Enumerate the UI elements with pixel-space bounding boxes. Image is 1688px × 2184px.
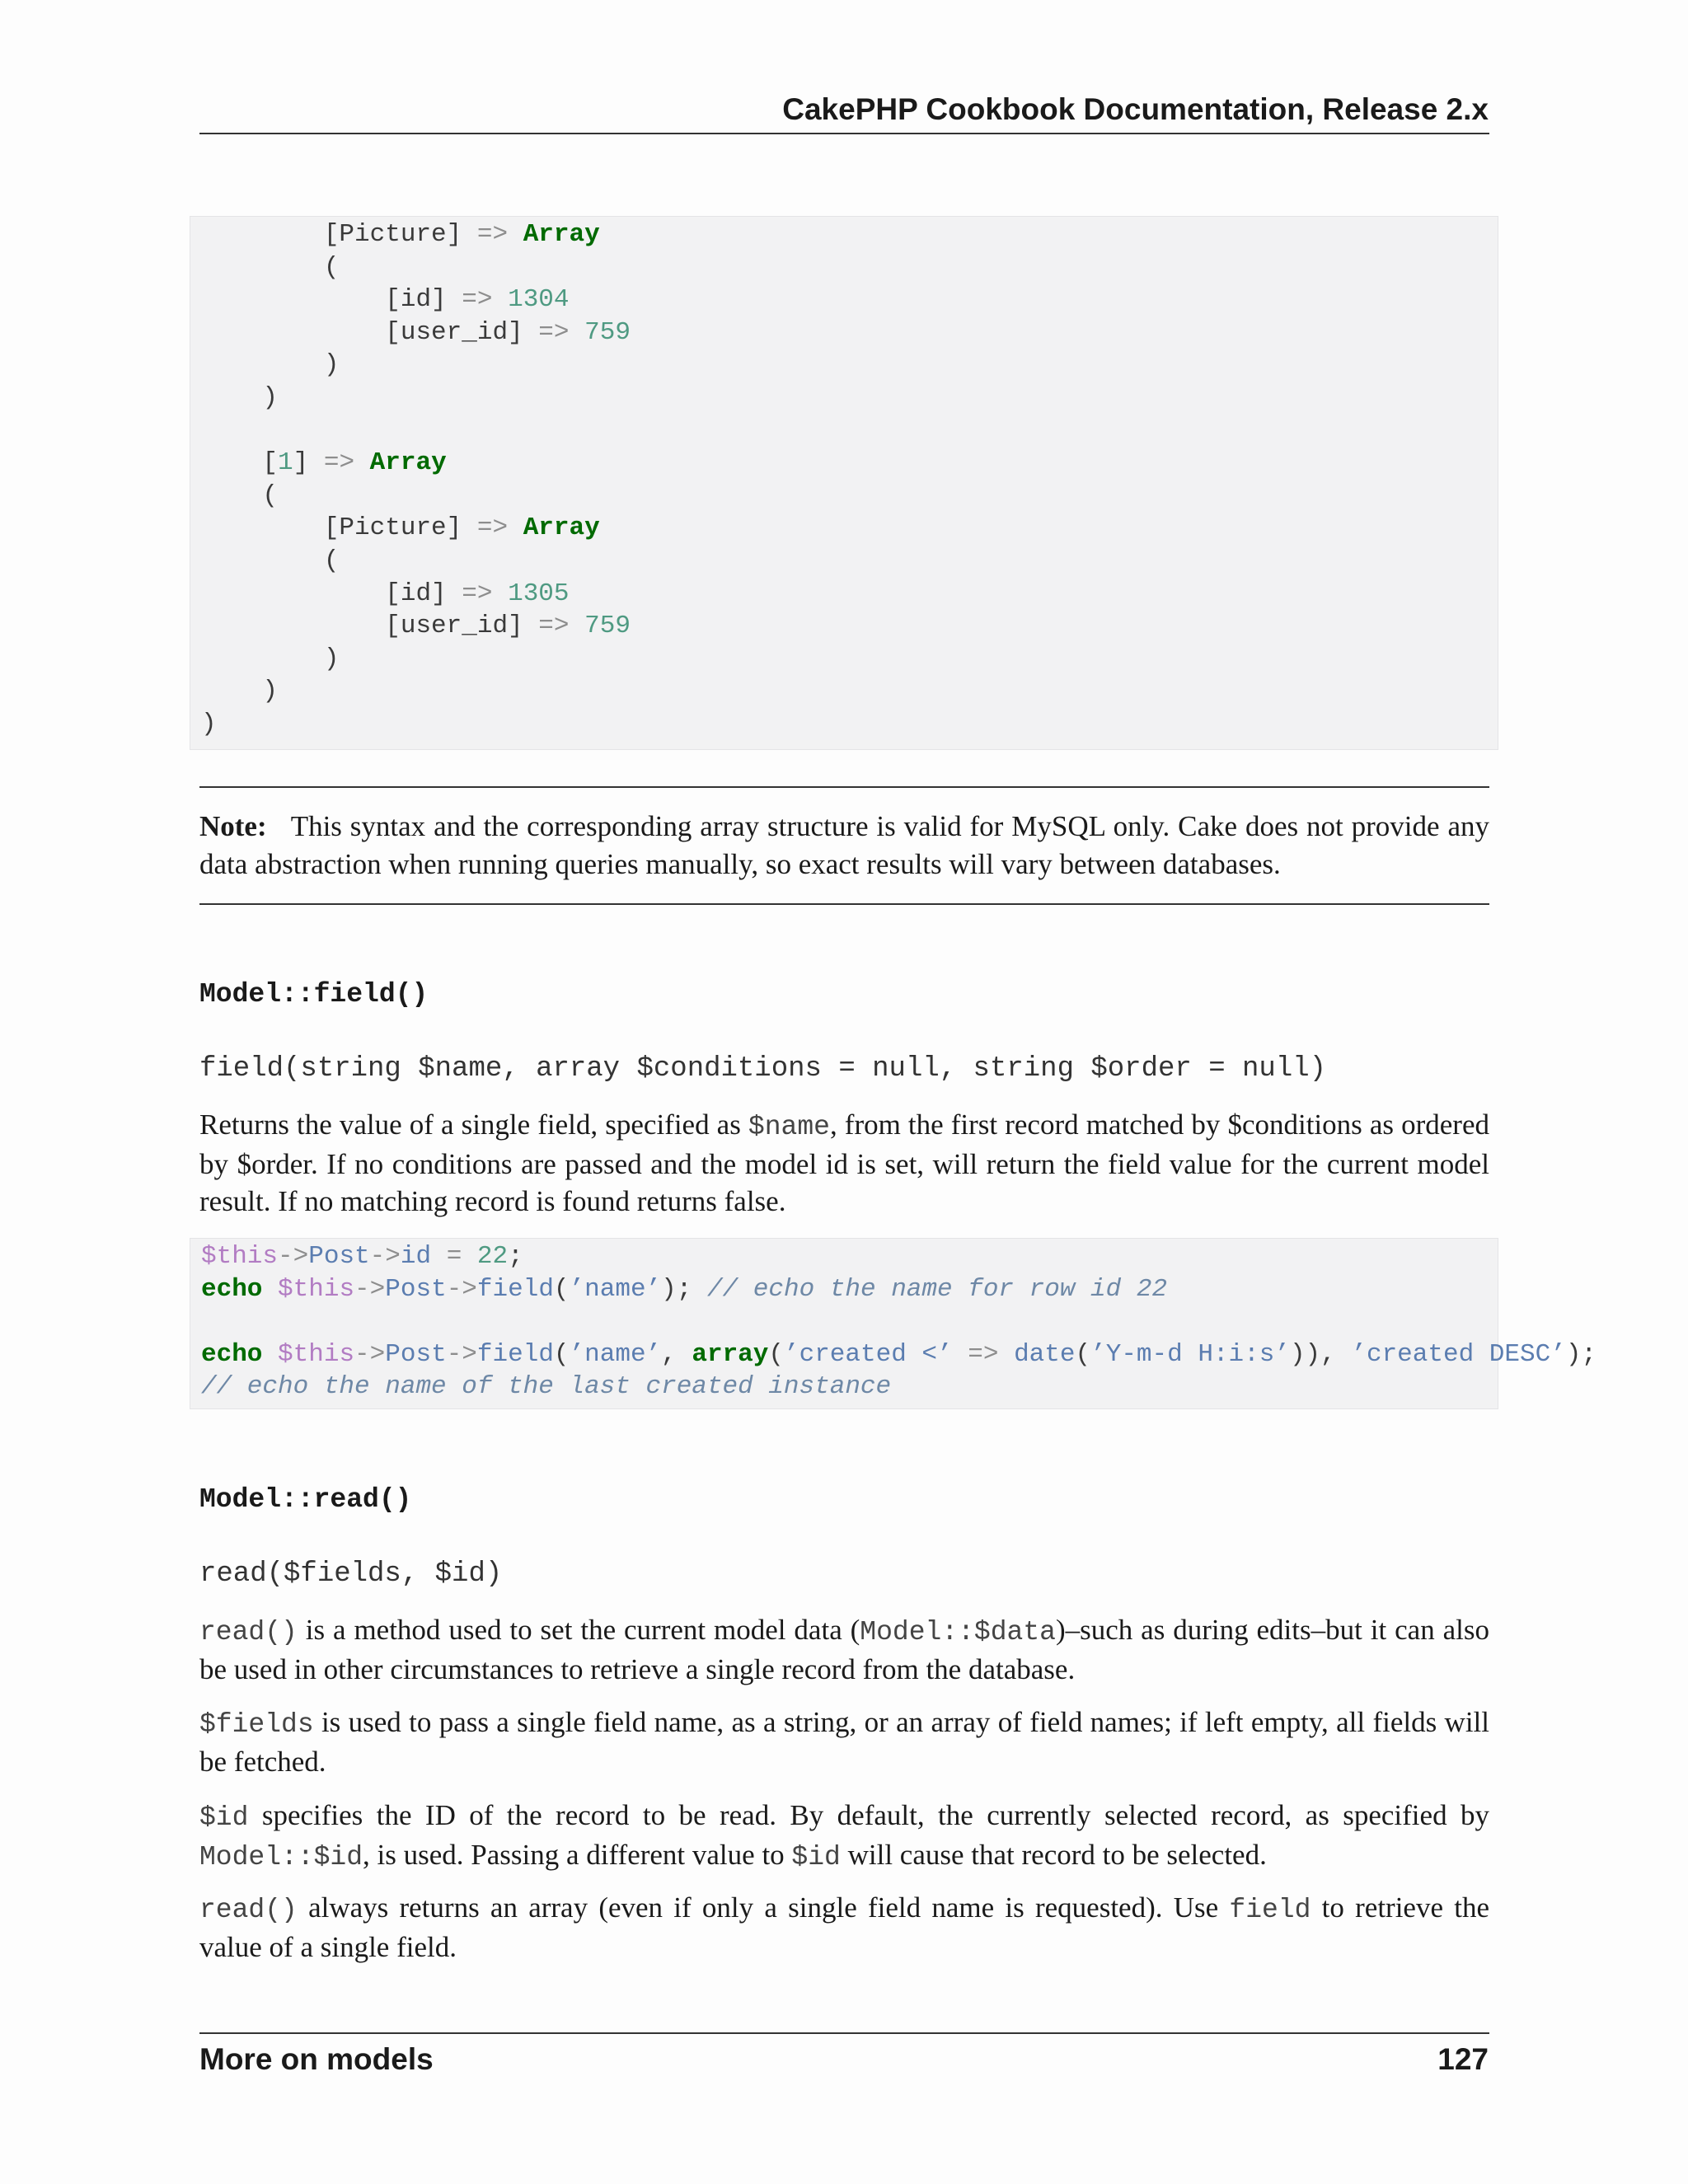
code-token-kw: Array: [369, 448, 447, 478]
code-line: [201, 1371, 1498, 1404]
code-line: [201, 349, 1498, 382]
code-line: [201, 218, 1498, 251]
code-token-str: ’created DESC’: [1351, 1339, 1566, 1369]
code-line: [201, 251, 1498, 284]
code-token-plain: (: [768, 1339, 784, 1369]
code-token-plain: [id]: [201, 579, 462, 608]
code-token-plain: )),: [1289, 1339, 1352, 1369]
code-token-plain: [431, 1242, 447, 1271]
footer-section-name: More on models: [199, 2042, 434, 2076]
code-token-cmt: // echo the name of the last created instance: [201, 1372, 892, 1402]
paragraph-read-fields: [199, 1704, 1489, 1780]
code-token-ident: Post: [385, 1339, 447, 1369]
code-token-num: 1304: [508, 285, 570, 315]
code-token-op: =>: [323, 448, 355, 478]
code-token-op: =>: [476, 513, 509, 543]
code-line: [201, 382, 1498, 415]
code-line: [201, 643, 1498, 676]
note-label: Note:: [199, 810, 267, 842]
footer-rule: [199, 2032, 1489, 2034]
note-bottom-rule: [199, 903, 1489, 905]
code-token-ident: Post: [385, 1274, 447, 1304]
code-token-plain: (: [201, 252, 340, 282]
code-token-kw: Array: [523, 513, 600, 543]
inline-code-name: $name: [748, 1112, 830, 1142]
code-token-op: ->: [369, 1242, 401, 1271]
code-line: [201, 708, 1498, 741]
code-token-plain: [508, 513, 523, 542]
note-text: This syntax and the corresponding array structure is valid for MySQL only. Cake does not provide any data abstraction when running queries manually, so exact results will vary between databases.: [199, 810, 1489, 880]
footer-page-number: 127: [1437, 2042, 1489, 2076]
code-line: [201, 1305, 1498, 1338]
code-token-op: =>: [968, 1339, 999, 1369]
code-token-plain: [570, 612, 585, 640]
code-token-plain: ): [201, 350, 340, 380]
code-token-plain: ,: [661, 1339, 692, 1369]
code-line: [201, 1240, 1498, 1273]
code-token-plain: [953, 1340, 968, 1369]
code-token-op: =>: [538, 317, 570, 347]
code-token-plain: );: [661, 1274, 707, 1304]
code-token-var: $this: [278, 1339, 355, 1369]
code-token-ident: Post: [308, 1242, 370, 1271]
code-token-plain: [user_id]: [201, 317, 539, 347]
code-token-plain: [462, 1242, 477, 1271]
inline-code-model-data: Model::$data: [860, 1617, 1056, 1647]
header-rule: [199, 133, 1489, 134]
code-token-op: ->: [278, 1242, 309, 1271]
code-token-plain: (: [553, 1274, 570, 1304]
code-token-ident: field: [476, 1339, 554, 1369]
code-token-num: 1: [278, 448, 293, 478]
note-admonition: [199, 808, 1489, 883]
code-line: [201, 447, 1498, 480]
code-token-num: 759: [584, 317, 631, 347]
code-token-plain: ): [201, 709, 217, 738]
code-line: [201, 545, 1498, 578]
code-token-op: ->: [446, 1274, 477, 1304]
read-p1-text-a: is a method used to set the current model data (: [297, 1614, 860, 1646]
code-token-op: =>: [476, 220, 509, 249]
code-token-num: 22: [476, 1242, 509, 1271]
paragraph-read-purpose: [199, 1611, 1489, 1688]
code-token-plain: [354, 448, 370, 477]
code-token-var: $this: [278, 1274, 355, 1304]
code-line: [201, 610, 1498, 643]
code-line: [201, 415, 1498, 448]
code-line: [201, 316, 1498, 349]
code-line: [201, 578, 1498, 611]
code-token-op: ->: [446, 1339, 477, 1369]
code-token-plain: [998, 1340, 1014, 1369]
read-p3-text-a: specifies the ID of the record to be read. By default, the currently selected record, as specified by: [248, 1799, 1489, 1831]
code-token-plain: ]: [293, 448, 324, 478]
code-token-op: =>: [462, 579, 493, 608]
inline-code-id: $id: [199, 1802, 249, 1833]
code-line: [201, 1273, 1498, 1306]
code-token-ident: date: [1014, 1339, 1076, 1369]
code-token-plain: );: [1565, 1339, 1597, 1369]
code-token-plain: ): [201, 644, 340, 673]
code-token-num: 759: [584, 612, 631, 641]
inline-code-model-id: Model::$id: [199, 1842, 363, 1872]
code-token-plain: [508, 220, 523, 249]
code-line: [201, 512, 1498, 545]
code-token-plain: [Picture]: [201, 513, 477, 543]
inline-code-id-2: $id: [791, 1842, 841, 1872]
section-title-model-field: Model::field(): [199, 979, 429, 1010]
code-token-plain: (: [553, 1339, 570, 1369]
note-top-rule: [199, 786, 1489, 788]
code-token-plain: (: [1075, 1339, 1091, 1369]
code-token-str: ’Y-m-d H:i:s’: [1090, 1339, 1290, 1369]
code-token-cmt: // echo the name for row id 22: [706, 1274, 1168, 1304]
read-p1-text-b: )–such as during edits–but it can also be used in other circumstances to retrieve a single record from the database.: [199, 1614, 1489, 1685]
paragraph-field-description: [199, 1106, 1489, 1220]
code-line: [201, 480, 1498, 513]
code-token-plain: [262, 1275, 278, 1304]
code-line: [201, 675, 1498, 708]
code-token-num: 1305: [508, 579, 570, 608]
code-token-plain: [262, 1340, 278, 1369]
paragraph-read-returns: [199, 1889, 1489, 1966]
field-desc-text-1: Returns the value of a single field, specified as: [199, 1108, 748, 1141]
inline-code-read: read(): [199, 1617, 298, 1647]
read-p2-text: is used to pass a single field name, as a string, or an array of field names; if left empty, all fields will be fetched.: [199, 1706, 1489, 1778]
code-token-ident: id: [400, 1242, 432, 1271]
code-token-plain: [492, 285, 508, 314]
method-signature-read: read($fields, $id): [199, 1558, 503, 1590]
code-token-kw: echo: [201, 1339, 263, 1369]
code-token-kw: array: [692, 1339, 769, 1369]
code-token-plain: [id]: [201, 285, 462, 315]
code-token-str: ’created <’: [784, 1339, 953, 1369]
code-token-str: ’name’: [569, 1339, 662, 1369]
code-token-op: ->: [354, 1339, 386, 1369]
code-block-array-output: [190, 216, 1498, 750]
code-token-plain: [570, 318, 585, 347]
code-token-plain: ): [201, 677, 279, 706]
section-title-model-read: Model::read(): [199, 1484, 412, 1515]
code-token-plain: (: [201, 546, 340, 575]
code-token-op: =>: [462, 285, 493, 315]
read-p3-text-b: , is used. Passing a different value to: [363, 1839, 792, 1871]
code-line: [201, 1338, 1597, 1371]
code-token-plain: [Picture]: [201, 220, 477, 249]
paragraph-read-id: [199, 1797, 1489, 1876]
inline-code-field: field: [1229, 1895, 1311, 1925]
method-signature-field: field(string $name, array $conditions = null, string $order = null): [199, 1053, 1327, 1085]
code-token-kw: echo: [201, 1274, 263, 1304]
code-token-var: $this: [201, 1242, 279, 1271]
page-header-title: CakePHP Cookbook Documentation, Release 2.x: [782, 92, 1489, 126]
code-token-op: =: [446, 1242, 462, 1271]
code-token-op: =>: [538, 612, 570, 641]
code-token-plain: [: [201, 448, 279, 478]
code-token-str: ’name’: [569, 1274, 662, 1304]
code-token-plain: ;: [508, 1242, 523, 1271]
code-token-plain: (: [201, 480, 279, 510]
code-token-kw: Array: [523, 220, 600, 249]
code-token-ident: field: [476, 1274, 554, 1304]
code-line: [201, 284, 1498, 316]
read-p3-text-c: will cause that record to be selected.: [840, 1839, 1267, 1871]
read-p4-text-a: always returns an array (even if only a single field name is requested). Use: [297, 1891, 1230, 1924]
code-token-plain: [492, 579, 508, 608]
inline-code-read-2: read(): [199, 1895, 298, 1925]
inline-code-fields: $fields: [199, 1709, 314, 1740]
code-block-field-example: [190, 1238, 1597, 1409]
code-token-plain: [user_id]: [201, 612, 539, 641]
read-p4-text-b: to retrieve the value of a single field.: [199, 1891, 1489, 1963]
code-token-op: ->: [354, 1274, 386, 1304]
field-desc-text-2: , from the first record matched by $conditions as ordered by $order. If no conditions are passed and the model id is set, will return the field value for the current model result. If no matching record is found returns false.: [199, 1108, 1489, 1217]
code-token-plain: ): [201, 382, 279, 412]
